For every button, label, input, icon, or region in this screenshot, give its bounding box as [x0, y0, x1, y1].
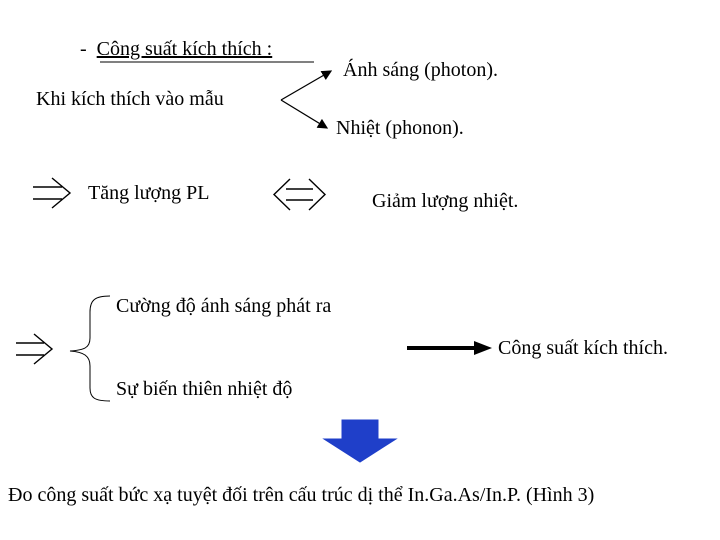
temperature-variation-label: Sự biến thiên nhiệt độ: [116, 378, 293, 400]
down-arrow-icon: [324, 420, 396, 462]
heading-label: Công suất kích thích :: [96, 38, 273, 60]
branch-heat-label: Nhiệt (phonon).: [336, 117, 464, 139]
heading-dash: -: [80, 38, 87, 60]
excitation-intro: Khi kích thích vào mẫu: [36, 88, 224, 110]
arrow-to-heat: [281, 100, 327, 128]
increase-pl-label: Tăng lượng PL: [88, 182, 210, 204]
light-intensity-label: Cường độ ánh sáng phát ra: [116, 295, 332, 317]
excitation-power-label: Công suất kích thích.: [498, 337, 668, 359]
equivalence-icon: [274, 179, 325, 210]
implies-icon-2: [16, 334, 52, 364]
branch-light-label: Ánh sáng (photon).: [343, 59, 498, 81]
arrow-to-light: [281, 71, 331, 100]
curly-brace: [70, 296, 110, 401]
conclusion-text: Đo công suất bức xạ tuyệt đối trên cấu trúc dị thể In.Ga.As/In.P. (Hình 3): [8, 484, 595, 506]
implies-icon: [33, 178, 70, 208]
branch-arrows: [281, 71, 331, 128]
decrease-heat-label: Giảm lượng nhiệt.: [372, 190, 519, 212]
result-arrow: [407, 341, 492, 355]
